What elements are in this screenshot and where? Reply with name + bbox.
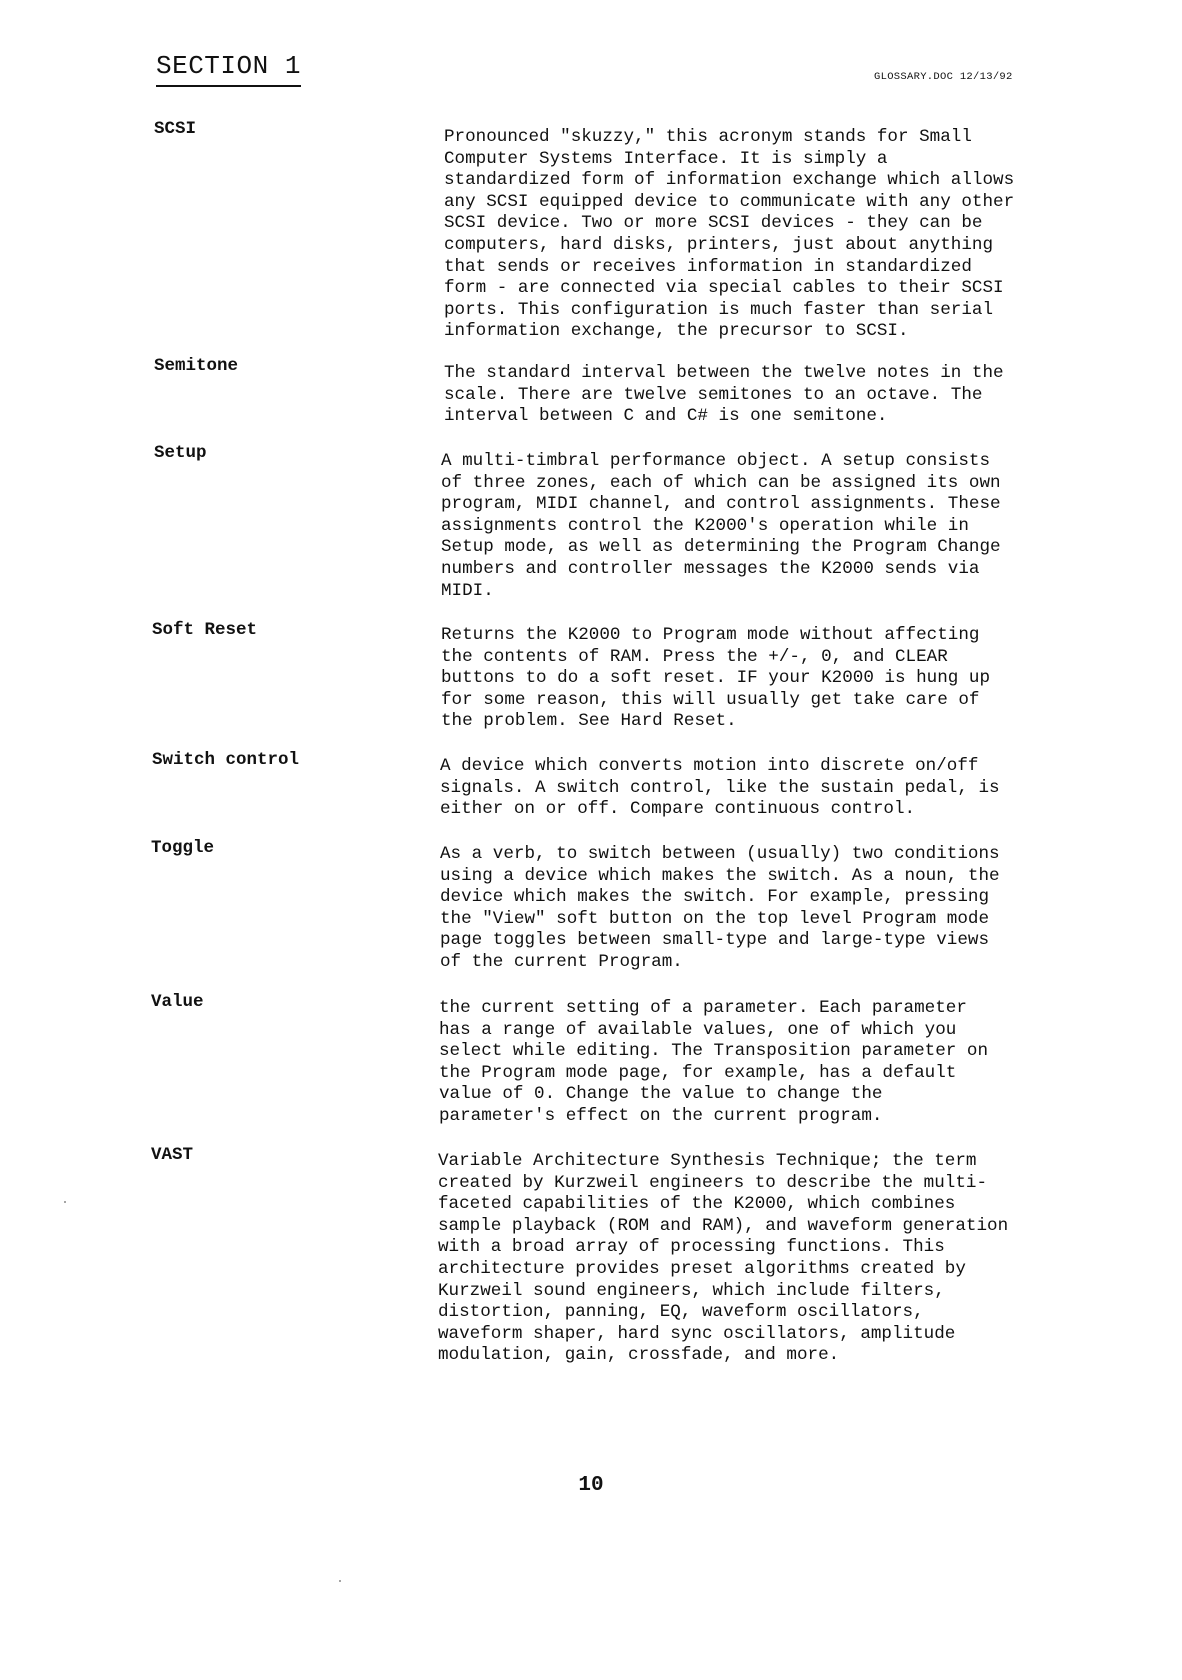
glossary-definition: the current setting of a parameter. Each parameter has a range of available values, one of which you select while editing. The Transposition parameter on the Program mode page, for example, has a default value of 0. Change the value to change the parameter's effect on the current program. [439, 998, 989, 1126]
glossary-term: Semitone [154, 356, 239, 376]
glossary-definition: The standard interval between the twelve notes in the scale. There are twelve semitones to an octave. The interval between C and C# is one semitone. [444, 363, 1004, 427]
scan-speck [339, 1580, 341, 1582]
glossary-definition: Pronounced "skuzzy," this acronym stands for Small Computer Systems Interface. It is simply a standardized form of information exchange which allows any SCSI equipped device to communicate with any other SCSI device. Two or more SCSI devices - they can be computers, hard disks, printers, just about anything that sends or receives information in standardized form - are connected via special cables to their SCSI ports. This configuration is much faster than serial information exchange, the precursor to SCSI. [444, 127, 1015, 342]
scan-speck [64, 1201, 66, 1203]
glossary-definition: Variable Architecture Synthesis Technique; the term created by Kurzweil engineers to describe the multi- faceted capabilities of the K2000, which combines sample playback (ROM and RAM), and waveform generation with a broad array of processing functions. This architecture provides preset algorithms created by Kurzweil sound engineers, which include filters, distortion, panning, EQ, waveform oscillators, waveform shaper, hard sync oscillators, amplitude modulation, gain, crossfade, and more. [438, 1151, 1009, 1366]
glossary-definition: A device which converts motion into discrete on/off signals. A switch control, like the sustain pedal, is either on or off. Compare continuous control. [440, 756, 1000, 820]
glossary-definition: Returns the K2000 to Program mode without affecting the contents of RAM. Press the +/-, 0, and CLEAR buttons to do a soft reset. IF your K2000 is hung up for some reason, this will usually get take care of the problem. See Hard Reset. [441, 625, 991, 732]
page-number: 10 [578, 1474, 604, 1497]
document-id: GLOSSARY.DOC 12/13/92 [874, 71, 1013, 83]
glossary-term: Switch control [152, 750, 300, 770]
glossary-term: Toggle [151, 838, 215, 858]
glossary-term: Setup [154, 443, 207, 463]
glossary-term: Value [151, 992, 204, 1012]
glossary-term: SCSI [154, 119, 197, 139]
section-title: SECTION 1 [156, 52, 301, 87]
glossary-term: VAST [151, 1145, 194, 1165]
glossary-definition: A multi-timbral performance object. A setup consists of three zones, each of which can be assigned its own program, MIDI channel, and control assignments. These assignments control the K2000's operation while in Setup mode, as well as determining the Program Change numbers and controller messages the K2000 sends via MIDI. [441, 451, 1001, 601]
glossary-definition: As a verb, to switch between (usually) two conditions using a device which makes the switch. As a noun, the device which makes the switch. For example, pressing the "View" soft button on the top level Program mode page toggles between small-type and large-type views of the current Program. [440, 844, 1000, 972]
glossary-term: Soft Reset [152, 620, 258, 640]
